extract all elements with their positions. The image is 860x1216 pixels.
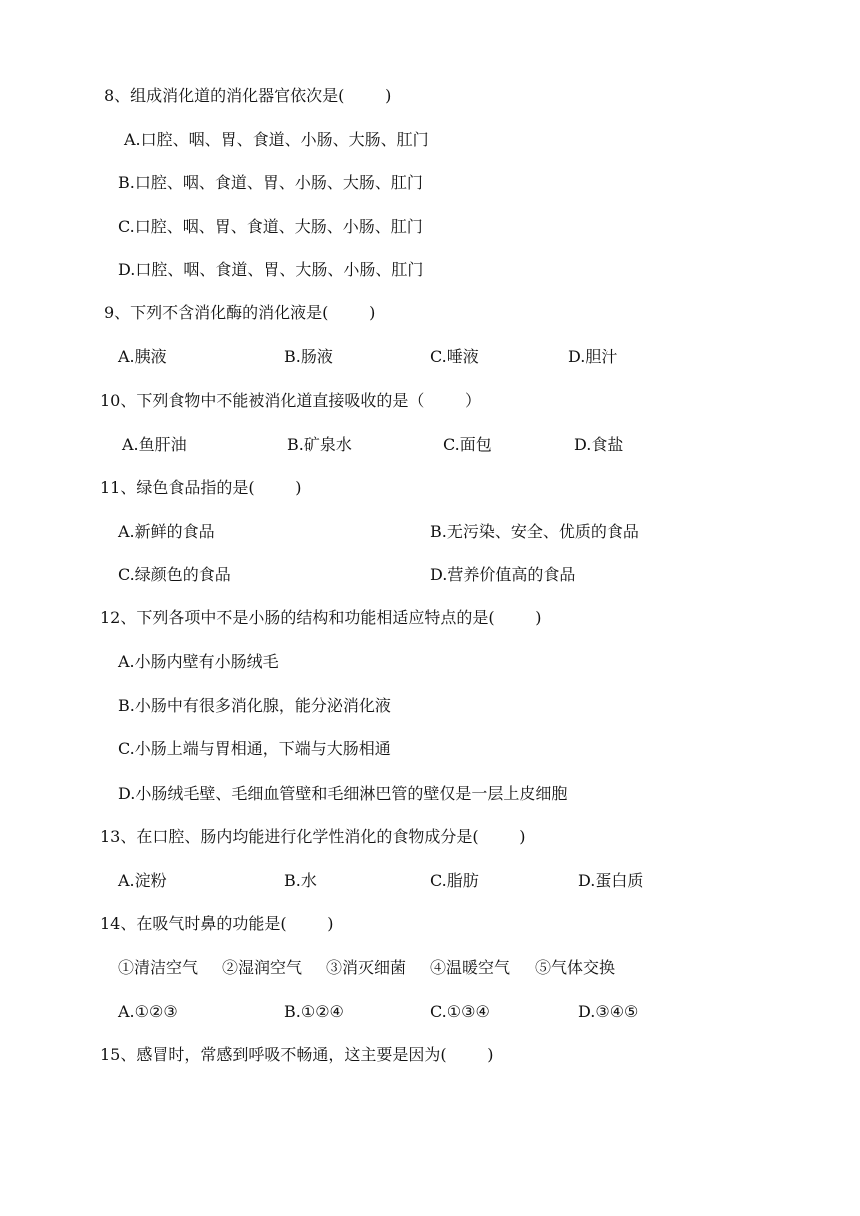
- question-10-option-b: B.矿泉水: [287, 435, 352, 454]
- question-14-item-3: ③消灭细菌: [326, 958, 407, 977]
- question-9-stem: 9、下列不含消化酶的消化液是( ): [104, 303, 376, 322]
- question-9-option-d: D.胆汁: [568, 347, 618, 366]
- question-9-option-c: C.唾液: [430, 347, 479, 366]
- question-12-option-c: C.小肠上端与胃相通，下端与大肠相通: [118, 739, 391, 758]
- question-12-option-d: D.小肠绒毛壁、毛细血管壁和毛细淋巴管的壁仅是一层上皮细胞: [118, 784, 568, 803]
- question-15-stem: 15、感冒时，常感到呼吸不畅通，这主要是因为( ): [100, 1045, 494, 1064]
- question-10-option-d: D.食盐: [574, 435, 624, 454]
- question-11-option-a: A.新鲜的食品: [118, 522, 215, 541]
- question-13-option-c: C.脂肪: [430, 871, 479, 890]
- question-11-option-d: D.营养价值高的食品: [430, 565, 576, 584]
- question-9-option-b: B.肠液: [284, 347, 333, 366]
- question-14-option-d: D.③④⑤: [578, 1002, 639, 1021]
- question-10-option-a: A.鱼肝油: [122, 435, 187, 454]
- question-8-stem: 8、组成消化道的消化器官依次是( ): [104, 86, 392, 105]
- question-14-option-a: A.①②③: [118, 1002, 178, 1021]
- question-14-option-c: C.①③④: [430, 1002, 490, 1021]
- question-10-stem: 10、下列食物中不能被消化道直接吸收的是（ ）: [100, 391, 482, 410]
- question-11-option-b: B.无污染、安全、优质的食品: [430, 522, 639, 541]
- question-14-item-4: ④温暖空气: [430, 958, 511, 977]
- question-12-stem: 12、下列各项中不是小肠的结构和功能相适应特点的是( ): [100, 608, 542, 627]
- question-13-stem: 13、在口腔、肠内均能进行化学性消化的食物成分是( ): [100, 827, 526, 846]
- question-14-item-1: ①清洁空气: [118, 958, 199, 977]
- question-14-stem: 14、在吸气时鼻的功能是( ): [100, 914, 334, 933]
- question-8-option-b: B.口腔、咽、食道、胃、小肠、大肠、肛门: [118, 173, 423, 192]
- question-14-option-b: B.①②④: [284, 1002, 344, 1021]
- question-11-stem: 11、绿色食品指的是( ): [100, 478, 302, 497]
- question-12-option-a: A.小肠内壁有小肠绒毛: [118, 652, 279, 671]
- question-14-item-2: ②湿润空气: [222, 958, 303, 977]
- question-11-option-c: C.绿颜色的食品: [118, 565, 231, 584]
- question-13-option-a: A.淀粉: [118, 871, 167, 890]
- question-12-option-b: B.小肠中有很多消化腺，能分泌消化液: [118, 696, 391, 715]
- question-9-option-a: A.胰液: [118, 347, 167, 366]
- question-8-option-a: A.口腔、咽、胃、食道、小肠、大肠、肛门: [124, 130, 429, 149]
- question-13-option-d: D.蛋白质: [578, 871, 644, 890]
- question-13-option-b: B.水: [284, 871, 317, 890]
- question-8-option-c: C.口腔、咽、胃、食道、大肠、小肠、肛门: [118, 217, 423, 236]
- question-8-option-d: D.口腔、咽、食道、胃、大肠、小肠、肛门: [118, 260, 424, 279]
- question-10-option-c: C.面包: [443, 435, 492, 454]
- question-14-item-5: ⑤气体交换: [535, 958, 616, 977]
